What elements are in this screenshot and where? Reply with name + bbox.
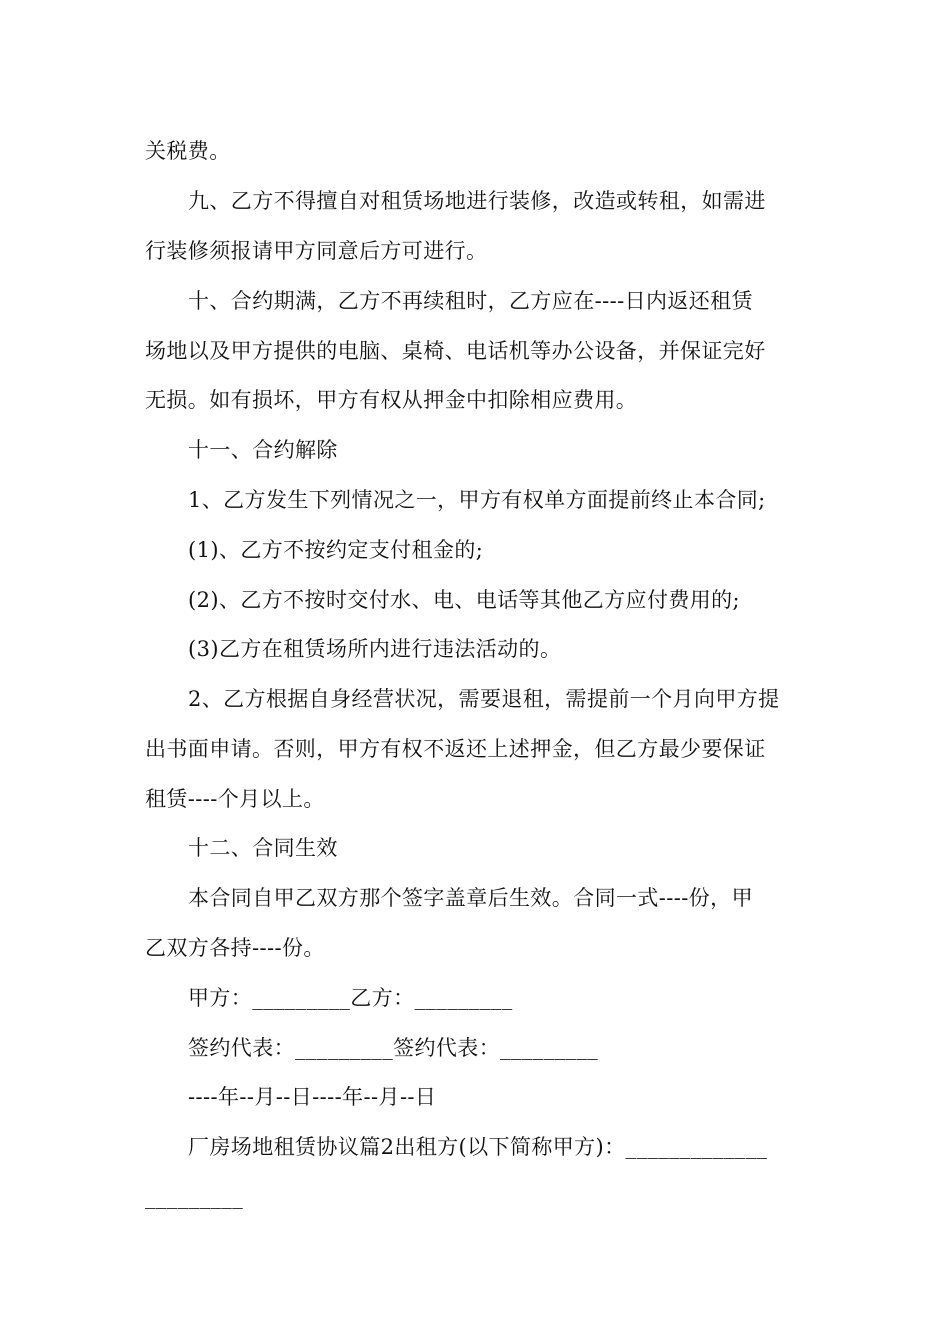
section-2-blank: _________ [145, 1185, 244, 1209]
clause-10-line-1: 十、合约期满，乙方不再续租时，乙方应在----日内返还租赁 [188, 289, 753, 313]
clause-10-line-3: 无损。如有损坏，甲方有权从押金中扣除相应费用。 [145, 388, 638, 412]
termination-item-2-line-1: 2、乙方根据自身经营状况，需要退租，需提前一个月向甲方提 [188, 687, 780, 711]
clause-10-line-2: 场地以及甲方提供的电脑、桌椅、电话机等办公设备，并保证完好 [145, 339, 766, 363]
signature-dates: ----年--月--日----年--月--日 [188, 1085, 437, 1109]
signature-representatives: 签约代表：_________签约代表：_________ [188, 1036, 599, 1060]
clause-12-heading: 十二、合同生效 [188, 836, 338, 860]
text-line: 关税费。 [145, 139, 231, 163]
signature-parties: 甲方：_________乙方：_________ [188, 986, 513, 1010]
termination-sub-1: (1)、乙方不按约定支付租金的; [188, 538, 484, 562]
termination-item-1: 1、乙方发生下列情况之一，甲方有权单方面提前终止本合同; [188, 488, 766, 512]
termination-item-2-line-3: 租赁----个月以上。 [145, 787, 325, 811]
termination-sub-2: (2)、乙方不按时交付水、电、电话等其他乙方应付费用的; [188, 588, 741, 612]
termination-sub-3: (3)乙方在租赁场所内进行违法活动的。 [188, 637, 562, 661]
clause-9-line-2: 行装修须报请甲方同意后方可进行。 [145, 239, 488, 263]
termination-item-2-line-2: 出书面申请。否则，甲方有权不返还上述押金，但乙方最少要保证 [145, 737, 766, 761]
effect-line-1: 本合同自甲乙双方那个签字盖章后生效。合同一式----份，甲 [188, 886, 753, 910]
clause-11-heading: 十一、合约解除 [188, 438, 338, 462]
clause-9-line-1: 九、乙方不得擅自对租赁场地进行装修，改造或转租，如需进 [188, 189, 766, 213]
section-2-intro: 厂房场地租赁协议篇2出租方(以下简称甲方)：_____________ [188, 1135, 768, 1159]
effect-line-2: 乙双方各持----份。 [145, 936, 325, 960]
